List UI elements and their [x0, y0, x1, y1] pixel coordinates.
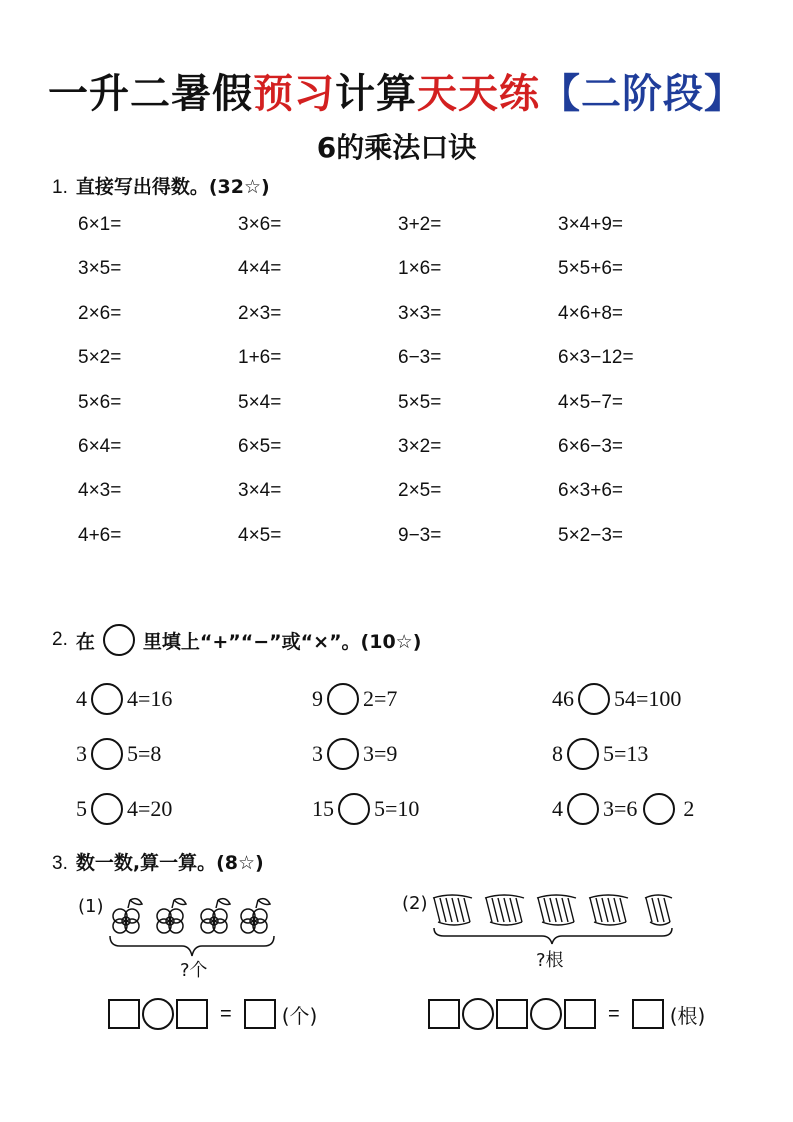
problem-row	[78, 476, 718, 520]
operator-circle[interactable]	[462, 998, 494, 1030]
problem-row	[78, 299, 718, 343]
problem-item[interactable]: 4×6+8=	[558, 302, 623, 324]
problem-item[interactable]: 4+6=	[78, 524, 122, 546]
answer-box[interactable]	[496, 999, 528, 1029]
operator-circle[interactable]	[91, 738, 123, 770]
title-part-2: 预习	[253, 71, 335, 117]
section2-heading	[52, 624, 421, 656]
problem-item[interactable]: 4×4=	[238, 258, 282, 280]
circle-icon	[103, 624, 135, 656]
operator-problem	[76, 790, 172, 828]
part2-unit: (根)	[669, 1003, 706, 1028]
result-box[interactable]	[632, 999, 664, 1029]
operator-circle[interactable]	[530, 998, 562, 1030]
section3-title: 数一数,算一算。(8☆)	[75, 852, 264, 874]
section2-prefix: 在	[75, 630, 95, 653]
section1-title: 直接写出得数。(32☆)	[75, 176, 270, 198]
stick-bundle-icon-2	[485, 895, 524, 925]
operand-b: 4=20	[127, 796, 173, 821]
operand-b: 5=10	[374, 796, 420, 821]
operator-problem	[552, 735, 648, 773]
title-part-5: 【二阶段】	[540, 71, 745, 117]
operator-problem	[312, 680, 397, 718]
brace-icon	[110, 936, 274, 956]
problem-row	[78, 521, 718, 565]
problem-row	[78, 432, 718, 476]
operand-a: 15	[312, 796, 334, 821]
operator-problem-row	[76, 680, 776, 720]
stick-bundle-icon-3	[537, 895, 576, 925]
equals-sign: =	[608, 1002, 620, 1025]
problem-item[interactable]: 3×5=	[78, 258, 122, 280]
operator-problem	[552, 790, 694, 828]
problem-item[interactable]: 6×6−3=	[558, 435, 623, 457]
operand-a: 3	[76, 741, 87, 766]
section1-number: 1.	[52, 177, 68, 198]
operand-c: 2	[683, 796, 695, 821]
problem-item[interactable]: 2×3=	[238, 302, 282, 324]
problem-row	[78, 210, 718, 254]
operand-a: 46	[552, 686, 574, 711]
problem-item[interactable]: 5×6=	[78, 391, 122, 413]
problem-item[interactable]: 5×4=	[238, 391, 282, 413]
operator-problem	[552, 680, 681, 718]
answer-box[interactable]	[176, 999, 208, 1029]
flower-icon-1	[113, 899, 142, 933]
problem-item[interactable]: 5×2=	[78, 347, 122, 369]
operand-a: 3	[312, 741, 323, 766]
title-part-4: 天天练	[417, 71, 540, 117]
operand-a: 4	[76, 686, 87, 711]
problem-row	[78, 254, 718, 298]
problem-item[interactable]: 6×3−12=	[558, 347, 634, 369]
operator-problem	[312, 790, 419, 828]
operator-circle[interactable]	[567, 793, 599, 825]
part2-label: (2)	[402, 893, 428, 914]
operator-problem	[76, 735, 161, 773]
stick-bundle-icon-1	[433, 895, 472, 925]
operand-b: 5=13	[603, 741, 649, 766]
problem-item[interactable]: 6×3+6=	[558, 480, 623, 502]
operand-a: 4	[552, 796, 563, 821]
operand-b: 2=7	[363, 686, 398, 711]
problem-row	[78, 388, 718, 432]
page-title	[0, 62, 793, 119]
flower-icon-2	[157, 899, 186, 933]
operator-problem	[312, 735, 397, 773]
operator-problem-row	[76, 735, 776, 775]
problem-item[interactable]: 4×5−7=	[558, 391, 623, 413]
problem-item[interactable]: 3×2=	[398, 435, 442, 457]
problem-item[interactable]: 1×6=	[398, 258, 442, 280]
problem-row	[78, 343, 718, 387]
operator-circle[interactable]	[327, 738, 359, 770]
problem-item[interactable]: 3×3=	[398, 302, 442, 324]
problem-item[interactable]: 6−3=	[398, 347, 442, 369]
section2-number: 2.	[52, 629, 68, 650]
answer-box[interactable]	[108, 999, 140, 1029]
operator-circle[interactable]	[91, 793, 123, 825]
result-box[interactable]	[244, 999, 276, 1029]
problem-item[interactable]: 4×3=	[78, 480, 122, 502]
flower-icon-4	[241, 899, 270, 933]
problem-item[interactable]: 5×2−3=	[558, 524, 623, 546]
section2-suffix: 里填上“+”“−”或“×”。(10☆)	[142, 630, 422, 653]
operand-a: 9	[312, 686, 323, 711]
stick-bundle-icon-5	[645, 895, 672, 925]
problem-item[interactable]: 3×4+9=	[558, 214, 623, 235]
problem-item[interactable]: 3+2=	[398, 214, 442, 235]
brace-icon	[434, 928, 672, 944]
operand-b: 3=9	[363, 741, 398, 766]
part1-unit: (个)	[281, 1003, 318, 1028]
answer-box[interactable]	[428, 999, 460, 1029]
part1-label: (1)	[78, 896, 104, 917]
part2-answer-line	[428, 998, 705, 1030]
part1-answer-line	[108, 998, 317, 1030]
title-part-3: 计算	[335, 71, 417, 117]
problem-item[interactable]: 6×1=	[78, 214, 122, 235]
problem-item[interactable]: 6×5=	[238, 435, 282, 457]
operator-circle[interactable]	[643, 793, 675, 825]
problem-item[interactable]: 2×5=	[398, 480, 442, 502]
operand-b: 3=6	[603, 796, 638, 821]
problem-item[interactable]: 3×6=	[238, 214, 282, 235]
problem-item[interactable]: 1+6=	[238, 347, 282, 369]
problem-item[interactable]: 6×4=	[78, 435, 122, 457]
part1-question: ?个	[180, 960, 208, 981]
answer-box[interactable]	[564, 999, 596, 1029]
section3-number: 3.	[52, 853, 68, 874]
problem-item[interactable]: 5×5+6=	[558, 258, 623, 280]
operand-a: 5	[76, 796, 87, 821]
problem-item[interactable]: 5×5=	[398, 391, 442, 413]
operand-b: 4=16	[127, 686, 173, 711]
operand-b: 5=8	[127, 741, 162, 766]
title-part-1: 一升二暑假	[48, 71, 253, 117]
section1-heading	[52, 172, 270, 199]
equals-sign: =	[220, 1002, 232, 1025]
flower-icon-3	[201, 899, 230, 933]
operand-a: 8	[552, 741, 563, 766]
section1-problem-grid	[78, 210, 718, 565]
operator-circle[interactable]	[567, 738, 599, 770]
problem-item[interactable]: 4×5=	[238, 524, 282, 546]
operator-circle[interactable]	[142, 998, 174, 1030]
problem-item[interactable]: 9−3=	[398, 524, 442, 546]
section3-heading	[52, 848, 264, 875]
operand-b: 54=100	[614, 686, 682, 711]
stick-bundle-icon-4	[589, 895, 628, 925]
problem-item[interactable]: 2×6=	[78, 302, 122, 324]
operator-circle[interactable]	[578, 683, 610, 715]
operator-circle[interactable]	[91, 683, 123, 715]
operator-problem-row	[76, 790, 776, 830]
page-subtitle: 6的乘法口诀	[316, 131, 477, 164]
operator-circle[interactable]	[338, 793, 370, 825]
operator-problem	[76, 680, 172, 718]
part2-question: ?根	[536, 950, 564, 971]
operator-circle[interactable]	[327, 683, 359, 715]
problem-item[interactable]: 3×4=	[238, 480, 282, 502]
